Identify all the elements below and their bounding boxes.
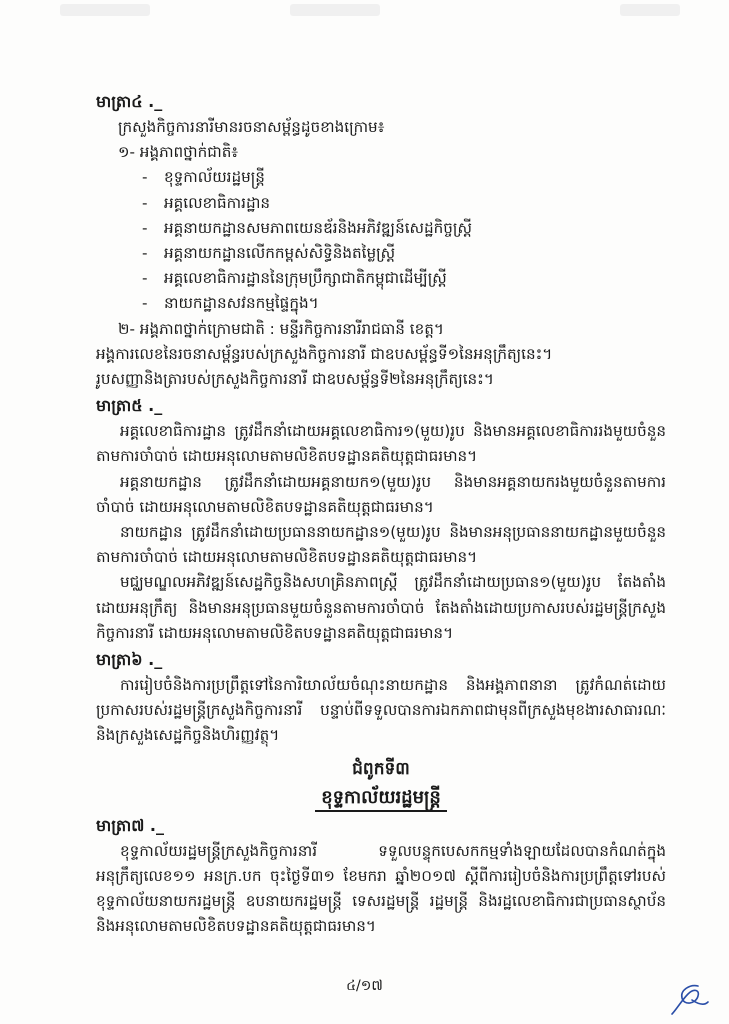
paragraph: នាយកដ្ឋាន ត្រូវដឹកនាំដោយប្រធាននាយកដ្ឋាន១(មួយ)រូប និងមានអនុប្រធាននាយកដ្ឋានមួយចំនួនតាមការចាំបាច់ ដោយអនុលោមតាមលិខិតបទដ្ឋានគតិយុត្តជាធរមាន។ xyxy=(96,523,666,567)
list-item: - អគ្គលេខាធិការដ្ឋាននៃក្រុមប្រឹក្សាជាតិកម្ពុជាដើម្បីស្ត្រី xyxy=(142,269,447,288)
list-item: - អគ្គនាយកដ្ឋានលើកកម្ពស់សិទ្ធិនិងតម្លៃស្ត្រី xyxy=(142,244,396,263)
paragraph: ការរៀបចំនិងការប្រព្រឹត្តទៅនៃការិយាល័យចំណុះនាយកដ្ឋាន និងអង្គភាពនានា ត្រូវកំណត់ដោយប្រកាសរបស់រដ្ឋមន្ត្រីក្រសួងកិច្ចការនារី បន្ទាប់ពីទទួលបានការឯកភាពជាមុនពីក្រសួងមុខងារសាធារណៈ និងក្រសួងសេដ្ឋកិច្ចនិងហិរញ្ញវត្ថុ។ xyxy=(96,676,666,745)
page-number: ៤/១៧ xyxy=(346,978,383,994)
document-body xyxy=(96,88,666,939)
article-4-heading: មាត្រា៤ ._ xyxy=(96,92,163,111)
list-item: - អគ្គនាយកដ្ឋានសមភាពយេនឌ័រនិងអភិវឌ្ឍន៍សេដ្ឋកិច្ចស្ត្រី xyxy=(142,218,472,237)
paragraph: អគ្គលេខាធិការដ្ឋាន ត្រូវដឹកនាំដោយអគ្គលេខាធិការ១(មួយ)រូប និងមានអគ្គលេខាធិការរងមួយចំនួនតាមការចាំបាច់ ដោយអនុលោមតាមលិខិតបទដ្ឋានគតិយុត្តជាធរមាន។ xyxy=(96,422,666,466)
chapter-number: ជំពូកទី៣ xyxy=(352,758,410,779)
bleed-through-mark xyxy=(620,4,680,16)
article-6-heading: មាត្រា៦ ._ xyxy=(96,650,163,670)
list-item: - នាយកដ្ឋានសវនកម្មផ្ទៃក្នុង។ xyxy=(142,294,319,313)
annex-2-sentence: រូបសញ្ញានិងត្រារបស់ក្រសួងកិច្ចការនារី ជាឧបសម្ព័ន្ធទី២នៃអនុក្រឹត្យនេះ។ xyxy=(96,370,494,389)
list-item: - ខុទ្ទកាល័យរដ្ឋមន្ត្រី xyxy=(142,168,265,187)
paragraph: អគ្គនាយកដ្ឋាន ត្រូវដឹកនាំដោយអគ្គនាយក១(មួយ)រូប និងមានអគ្គនាយករងមួយចំនួនតាមការចាំបាច់ ដោយអនុលោមតាមលិខិតបទដ្ឋានគតិយុត្តជាធរមាន។ xyxy=(96,472,666,516)
article-7-heading: មាត្រា៧ ._ xyxy=(96,815,165,835)
subnational-units: ២- អង្គភាពថ្នាក់ក្រោមជាតិ : មន្ទីរកិច្ចការនារីរាជធានី ខេត្ត។ xyxy=(118,319,444,338)
national-units-heading: ១- អង្គភាពថ្នាក់ជាតិ៖ xyxy=(118,143,239,162)
handwritten-initials-icon xyxy=(668,982,712,1016)
bleed-through-mark xyxy=(290,4,380,16)
article-5-heading: មាត្រា៥ ._ xyxy=(96,396,163,416)
article-4-intro: ក្រសួងកិច្ចការនារីមានរចនាសម្ព័ន្ធដូចខាងក្រោម៖ xyxy=(118,118,385,136)
annex-1-sentence: អង្គការលេខនៃរចនាសម្ព័ន្ធរបស់ក្រសួងកិច្ចការនារី ជាឧបសម្ព័ន្ធទី១នៃអនុក្រឹត្យនេះ។ xyxy=(96,344,553,363)
bleed-through-mark xyxy=(60,4,150,16)
list-item: - អគ្គលេខាធិការដ្ឋាន xyxy=(142,193,271,212)
chapter-title: ខុទ្ទកាល័យរដ្ឋមន្ត្រី xyxy=(96,784,666,812)
paragraph: ខុទ្ទកាល័យរដ្ឋមន្ត្រីក្រសួងកិច្ចការនារី ទទួលបន្ទុកបេសកកម្មទាំងឡាយដែលបានកំណត់ក្នុងអនុក្រឹត្យលេខ១១ អនក្រ.បក ចុះថ្ងៃទី៣១ ខែមករា ឆ្នាំ២០១៧ ស្តីពីការរៀបចំនិងការប្រព្រឹត្តទៅរបស់ខុទ្ទកាល័យនាយករដ្ឋមន្ត្រី ឧបនាយករដ្ឋមន្ត្រី ទេសរដ្ឋមន្ត្រី រដ្ឋមន្ត្រី និងរដ្ឋលេខាធិការជាប្រធានស្ថាប័ន និងអនុលោមតាមលិខិតបទដ្ឋានគតិយុត្តជាធរមាន។ xyxy=(96,841,666,936)
paragraph: មជ្ឈមណ្ឌលអភិវឌ្ឍន៍សេដ្ឋកិច្ចនិងសហគ្រិនភាពស្ត្រី ត្រូវដឹកនាំដោយប្រធាន១(មួយ)រូប តែងតាំងដោយអនុក្រឹត្យ និងមានអនុប្រធានមួយចំនួនតាមការចាំបាច់ តែងតាំងដោយប្រកាសរបស់រដ្ឋមន្ត្រីក្រសួងកិច្ចការនារី ដោយអនុលោមតាមលិខិតបទដ្ឋានគតិយុត្តជាធរមាន។ xyxy=(96,573,666,642)
